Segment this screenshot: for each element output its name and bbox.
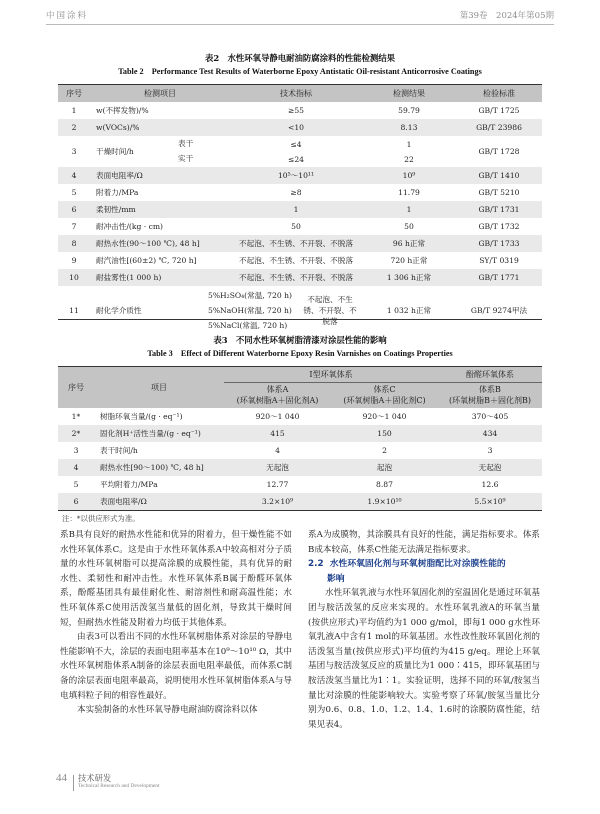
table3-bottom-rule — [58, 510, 542, 511]
header-rule — [46, 24, 554, 25]
table3-note: 注：*以供应形式为准。 — [62, 514, 140, 523]
table-row: 10 耐盐雾性(1 000 h) 不起泡、不生锈、不开裂、不脱落 1 306 h正常 GB/T 1771 — [58, 269, 542, 286]
table-row: 1* 树脂环氧当量/(g · eq⁻¹) 920～1 040 920～1 040 370～405 — [71, 412, 509, 421]
table2 — [58, 85, 542, 334]
table-row: 5 平均附着力/MPa 12.77 8.87 12.6 — [73, 480, 499, 489]
paragraph: 由表3可以看出不同的水性环氧树脂体系对涂层的导静电性能影响不大，涂层的表面电阻率基本在10⁹～10¹⁰ Ω，其中水性环氧树脂体系A制备的涂层表面电阻率最低，而体系C制备的涂层表面电阻率最高，说明使用水性环氧树脂体系A与导电填料粒子间的相容性最好。 — [60, 632, 292, 701]
table2-header-no: 序号 — [58, 85, 90, 102]
footer-section-en: Technical Research and Development — [78, 783, 160, 789]
table-row: 6 柔韧性/mm 1 1 GB/T 1731 — [58, 201, 542, 218]
table3-header-group1: Ⅰ型环氧体系 — [224, 367, 438, 382]
table2-bottom-rule — [58, 319, 542, 320]
paragraph: 本实验制备的水性环氧导静电耐油防腐涂料以体 — [77, 705, 258, 716]
body-left-column — [60, 528, 292, 718]
body-right-column — [308, 528, 540, 732]
footer-divider — [73, 775, 74, 791]
table-row: 8 耐热水性(90～100 ℃), 48 h] 不起泡、不生锈、不开裂、不脱落 96 h正常 GB/T 1733 — [58, 235, 542, 252]
running-header — [46, 6, 554, 24]
table3: 序号 项目 Ⅰ型环氧体系 酚醛环氧体系 体系A (环氧树脂A＋固化剂A) 体系C (环氧树脂A＋固化剂C) 体系B (环氧树脂B＋固化剂B) 1* 树脂环氧当量/(g · eq⁻¹) 920～1 040 920～1 040 370～405 2* 固化剂H⁺活性当量/(g · eq⁻¹) 415 150 434 3 表干时间/h 4 2 3 4 耐热水性[90～100) ℃, 48 h] 无起泡 起泡 无起泡 5 平均附着力/MPa 12.77 8.87 12.6 6 表面电阻率/Ω 3.2×10⁹ 1.9×10¹⁰ 5.5×10⁹ — [58, 367, 542, 510]
table3-title-en: Table 3 Effect of Different Waterborne Epoxy Resin Varnishes on Coatings Properties — [147, 349, 453, 358]
paragraph: 系A为成膜物，其涂膜具有良好的性能，满足指标要求。体系B成本较高，体系C性能无法满足指标要求。 — [308, 530, 540, 555]
table2-header-item: 检测项目 — [90, 85, 230, 102]
table2-header-spec: 技术指标 — [230, 85, 362, 102]
table-row: 4 表面电阻率/Ω 10⁵～10¹¹ 10⁹ GB/T 1410 — [58, 167, 542, 184]
journal-name: 中国涂料 — [46, 11, 89, 21]
table-row: 7 耐冲击性/(kg · cm) 50 50 GB/T 1732 — [71, 222, 520, 231]
table-row: 2* 固化剂H⁺活性当量/(g · eq⁻¹) 415 150 434 — [58, 425, 542, 442]
table2-title-en: Table 2 Performance Test Results of Waterborne Epoxy Antistatic Oil-resistant Anticorrosive Coatings — [118, 67, 482, 76]
issue-info: 第39卷 2024年第05期 — [459, 11, 554, 21]
table3-header-no: 序号 — [58, 367, 94, 408]
table3-header-item: 项目 — [94, 367, 224, 408]
table2-header-result: 检测结果 — [362, 85, 456, 102]
table-row: 3 表干时间/h 4 2 3 — [73, 446, 493, 455]
table-row: 2 w(VOCs)/% <10 8.13 GB/T 23986 — [58, 119, 542, 136]
table-row: 1 w(不挥发物)/% ≥55 59.79 GB/T 1725 — [71, 106, 520, 115]
table2-title-cn: 表2 水性环氧导静电耐油防腐涂料的性能检测结果 — [204, 53, 396, 63]
paragraph: 水性环氧乳液与水性环氧固化剂的室温固化是通过环氧基团与胺活泼氢的反应来实现的。水性环氧乳液A的环氧当量(按供应形式)平均值约为1 000 g/mol，即每1 000 g水性环氧乳液A中含有1 mol的环氧基团。水性改性胺环氧固化剂的活泼氢当量(按供应形式)平均值约为415 g/eq。理论上环氧基团与胺活泼氢反应的质量比为1 000∶415，即环氧基团与胺活泼氢当量比为1∶1。实验证明，选择不同的环氧/胺氢当量比对涂膜的性能影响较大。实验考察了环氧/胺氢当量比分别为0.6、0.8、1.0、1.2、1.4、1.6时的涂膜防腐性能，结果见表4。 — [308, 588, 540, 730]
table-row: 3 干燥时间/h 表干 实干 ≤4 ≤24 1 22 GB/T 1728 — [71, 139, 520, 164]
table3-header-group2: 酚醛环氧体系 — [438, 367, 542, 382]
table-row: 9 耐汽油性[(60±2) ℃, 720 h] 不起泡、不生锈、不开裂、不脱落 720 h正常 SY/T 0319 — [71, 256, 519, 265]
paragraph: 系B具有良好的耐热水性能和优异的附着力，但干燥性能不如水性环氧体系C。这是由于水性环氧体系A中较高相对分子质量的水性环氧树脂可以提高涂膜的成膜性能，具有优异的耐水性、柔韧性和耐冲击性。水性环氧体系B属于酚醛环氧体系，酚醛基团具有最佳耐化性、耐溶剂性和耐高温性能；水性环氧体系C使用活泼氢当量低的固化剂，导致其干燥时间短，但耐热水性能及附着力均低于其他体系。 — [60, 530, 292, 628]
footer-section-cn: 技术研发 — [78, 773, 112, 783]
page-number: 44 — [56, 772, 67, 784]
table3-title-cn: 表3 不同水性环氧树脂清漆对涂层性能的影响 — [213, 335, 387, 345]
section-heading: 2.2 水性环氧固化剂与环氧树脂配比对涂膜性能的 影响 — [308, 559, 506, 584]
table-row: 4 耐热水性[90～100) ℃, 48 h] 无起泡 起泡 无起泡 — [58, 459, 542, 476]
table-row: 5 附着力/MPa ≥8 11.79 GB/T 5210 — [71, 188, 520, 197]
table-row: 11 耐化学介质性 5%H₂SO₄(常温, 720 h) 5%NaOH(常温, 720 h) 5%NaCl(常温, 720 h) 不起泡、不生锈、不开裂、不脱落 1 032 h正常 GB/T 9274甲法 — [69, 291, 528, 330]
table2-header-std: 检验标准 — [456, 85, 542, 102]
table-row: 6 表面电阻率/Ω 3.2×10⁹ 1.9×10¹⁰ 5.5×10⁹ — [58, 493, 542, 510]
